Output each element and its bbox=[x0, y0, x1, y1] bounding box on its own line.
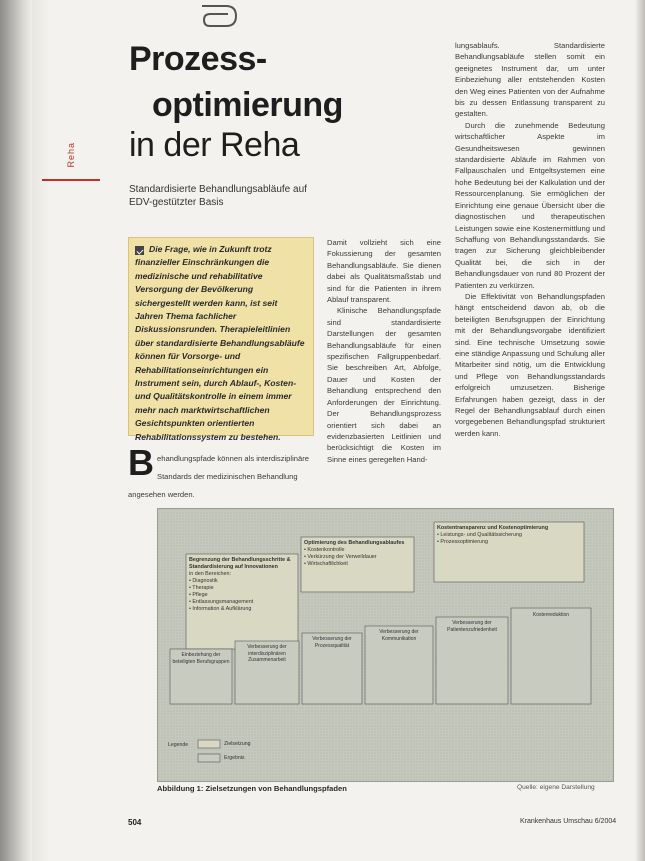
goal-a-title: Begrenzung der Behandlungsschritte & Standardisierung auf Innovationen bbox=[189, 557, 291, 570]
page-binding-shadow bbox=[32, 0, 50, 861]
goal-a-item: • Information & Aufklärung bbox=[189, 606, 252, 612]
goal-b-text bbox=[304, 540, 412, 568]
article-subtitle: Standardisierte Behandlungsabläufe auf EDV-gestützter Basis bbox=[129, 184, 307, 208]
column-right bbox=[455, 40, 605, 439]
col1-paragraph-1: Damit vollzieht sich eine Fokussierung der gesamten Behandlungsabläufe. Sie dienen dabei als Qualitätsmaßstab und sind für die Patienten in ihrem Ablauf transparent. bbox=[327, 238, 441, 305]
title-line-1: Prozess- bbox=[129, 40, 267, 78]
goal-c-item: • Leistungs- und Qualitätssicherung bbox=[437, 532, 522, 538]
figure-diagram bbox=[157, 508, 614, 782]
title-line-2: optimierung bbox=[152, 86, 343, 124]
figure-source: Quelle: eigene Darstellung bbox=[517, 784, 595, 791]
callout-text: Die Frage, wie in Zukunft trotz finanzieller Einschränkungen die medizinische und rehabilitative Versorgung der Bevölkerung sichergestellt werden kann, ist seit Jahren Thema fachlicher Diskussionsrunden. Therapieleitlinien über standardisierte Behandlungsabläufe können für Vorsorge- und Rehabilitationseinrichtungen ein Instrument sein, durch Ablauf-, Kosten- und Qualitätskontrolle in einem immer mehr nach marktwirtschaftlichen Gesichtspunkten orientierten Rehabilitationssystem zu bestehen. bbox=[135, 244, 305, 442]
intro-callout bbox=[128, 237, 314, 442]
goal-a-text bbox=[189, 557, 295, 613]
col2-paragraph-1: lungsablaufs. Standardisierte Behandlungsabläufe stellen somit ein geeignetes Instrument dar, um unter Einbeziehung aller entstehenden Kosten den Weg eines Patienten von der Aufnahme bis zu dessen Entlassung transparent zu gestalten. bbox=[455, 41, 605, 119]
goal-a-item: • Diagnostik bbox=[189, 578, 218, 584]
callout-check-icon bbox=[135, 246, 144, 255]
dropcap-letter: B bbox=[128, 442, 154, 483]
paperclip-icon bbox=[196, 4, 240, 44]
goal-b-item: • Wirtschaftlichkeit bbox=[304, 561, 348, 567]
legend-swatch-result bbox=[198, 754, 220, 762]
lead-text: ehandlungspfade können als interdisziplinäre Standards der medizinischen Behandlung angesehen werden. bbox=[128, 454, 309, 499]
column-middle bbox=[327, 237, 441, 465]
magazine-footer: Krankenhaus Umschau 6/2004 bbox=[520, 818, 617, 825]
lead-paragraph bbox=[128, 442, 318, 502]
page-number: 504 bbox=[128, 818, 142, 827]
legend-label: Legende bbox=[168, 742, 189, 748]
step-3-label: Verbesserung der Prozessqualität bbox=[312, 636, 352, 649]
page-binding bbox=[0, 0, 32, 861]
goal-a-item: • Entlassungsmanagement bbox=[189, 599, 254, 605]
step-6-label: Kostenreduktion bbox=[532, 612, 570, 618]
legend-result-label: Ergebnis bbox=[224, 755, 245, 761]
col2-paragraph-2: Durch die zunehmende Bedeutung wirtschaftlicher Aspekte im Gesundheitswesen gewinnen standardisierte Abläufe im Rahmen von Fallpauschalen und Entgeltsystemen eine hohe Bedeutung bei der Kalkulation und der Ressourcenplanung. Sie ermöglichen der Einrichtung eine genaue Übersicht über die diagnostischen und therapeutischen Leistungen sowie eine Kostenermittlung und Schaffung von Behandlungsstandards. Sie tragen zur Sicherung gleichbleibender Qualität bei, die sich in der Behandlungsdauer von rund 80 Prozent der Patienten zu verkürzen. bbox=[455, 120, 605, 290]
title-line-3: in der Reha bbox=[129, 126, 300, 164]
goal-a-item: • Therapie bbox=[189, 585, 214, 591]
col1-paragraph-2: Klinische Behandlungspfade sind standardisierte Darstellungen der gesamten Behandlungsabläufe für einen spezifischen Fallgruppenbedarf. Sie beschreiben Art, Abfolge, Dauer und Kosten der Behandlung entsprechend den Anforderungen der Einrichtung. Der Behandlungsprozess orientiert sich dabei an evidenzbasierten Leitlinien und berücksichtigt die Kosten im Sinne eines geregelten Hand- bbox=[327, 306, 441, 464]
goal-b-title: Optimierung des Behandlungsablaufes bbox=[304, 540, 405, 546]
goal-a-item: • Pflege bbox=[189, 592, 208, 598]
goal-b-item: • Kostenkontrolle bbox=[304, 547, 345, 553]
section-tag: Reha bbox=[66, 142, 76, 168]
goal-c-item: • Prozessoptimierung bbox=[437, 539, 489, 545]
goal-c-text bbox=[437, 525, 582, 546]
figure-caption: Abbildung 1: Zielsetzungen von Behandlungspfaden bbox=[157, 784, 347, 793]
goal-a-item: in den Bereichen: bbox=[189, 571, 231, 577]
step-5-label: Verbesserung der Patientenzufriedenheit bbox=[447, 620, 497, 633]
step-4-label: Verbesserung der Kommunikation bbox=[379, 629, 419, 642]
step-1-label: Einbeziehung der beteiligten Berufsgruppen bbox=[172, 652, 230, 665]
col2-paragraph-3: Die Effektivität von Behandlungspfaden hängt entscheidend davon ab, ob die beteiligten Berufsgruppen der Einrichtung mit der Behandlungsvorgabe identifiziert sind. Eine technische Umsetzung sowie eine ständige Anpassung und Schulung aller Mitarbeiter sind nötig, um die Entwicklung und Pflege von Behandlungsstandards erfolgreich umzusetzen. Bisherige Erfahrungen haben gezeigt, dass in der Regel der Behandlungsablauf durch einen vorgegebenen Behandlungspfad strukturiert werden kann. bbox=[455, 291, 605, 438]
goal-c-title: Kostentransparenz und Kostenoptimierung bbox=[437, 525, 549, 531]
legend-swatch-goal bbox=[198, 740, 220, 748]
legend-goal-label: Zielsetzung bbox=[224, 741, 251, 747]
page-edge bbox=[635, 0, 645, 861]
step-2-label: Verbesserung der interdisziplinären Zusammenarbeit bbox=[247, 644, 287, 663]
section-marker-line bbox=[42, 179, 100, 181]
goal-b-item: • Verkürzung der Verweildauer bbox=[304, 554, 377, 560]
step-box-6 bbox=[511, 608, 591, 704]
